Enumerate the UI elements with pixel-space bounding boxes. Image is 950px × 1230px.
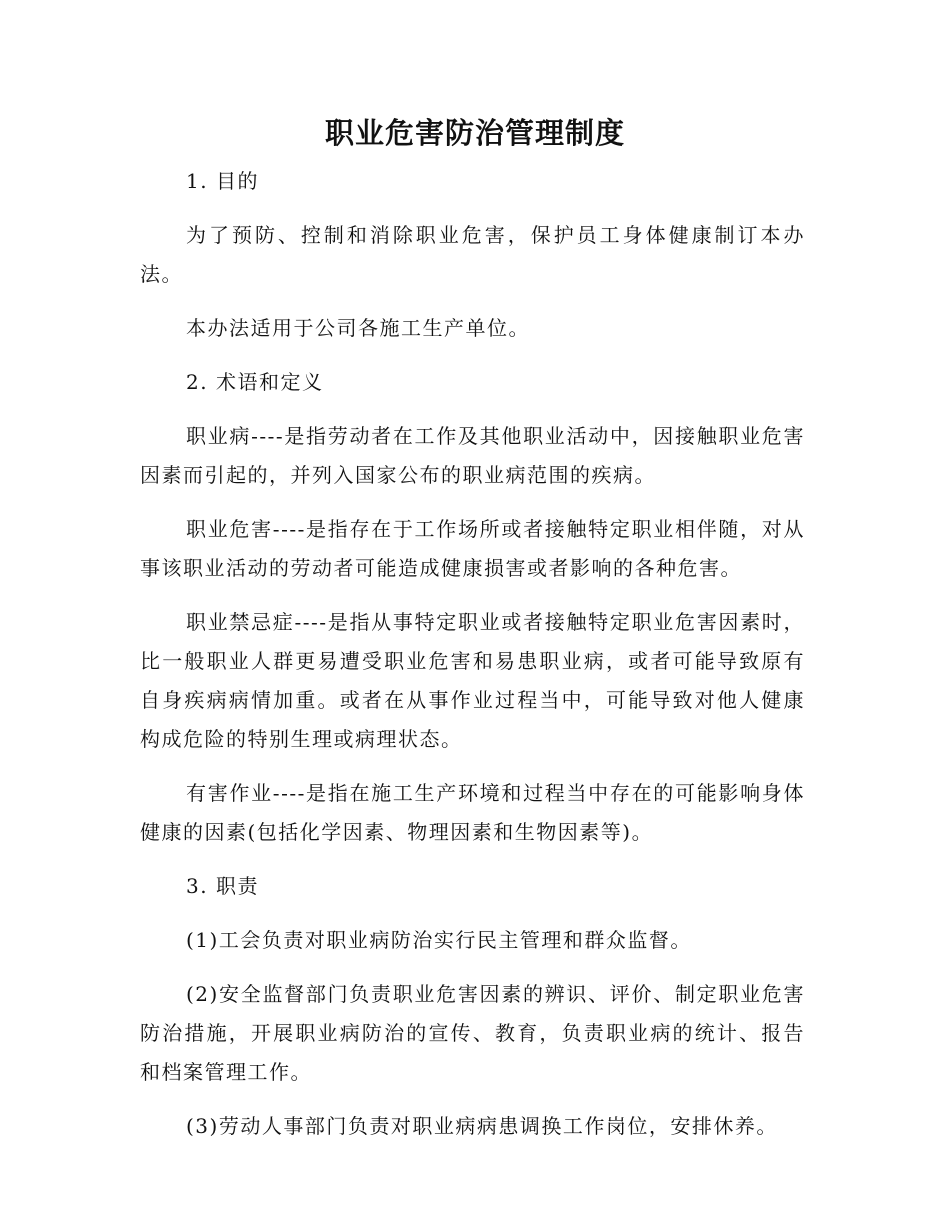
paragraph-purpose: 为了预防、控制和消除职业危害，保护员工身体健康制订本办法。 bbox=[140, 223, 805, 286]
paragraph-def-occupational-hazard: 职业危害----是指存在于工作场所或者接触特定职业相伴随，对从事该职业活动的劳动者可能造成健康损害或者影响的各种危害。 bbox=[140, 517, 805, 580]
section-heading-definitions: 2. 术语和定义 bbox=[186, 370, 324, 394]
paragraph-def-occupational-disease: 职业病----是指劳动者在工作及其他职业活动中，因接触职业危害因素而引起的，并列入国家公布的职业病范围的疾病。 bbox=[140, 424, 805, 487]
paragraph-scope: 本办法适用于公司各施工生产单位。 bbox=[186, 316, 530, 340]
paragraph-resp-union: (1)工会负责对职业病防治实行民主管理和群众监督。 bbox=[186, 928, 692, 952]
document-body bbox=[140, 162, 805, 1161]
paragraph-resp-safety-dept: (2)安全监督部门负责职业危害因素的辨识、评价、制定职业危害防治措施，开展职业病防治的宣传、教育，负责职业病的统计、报告和档案管理工作。 bbox=[140, 982, 805, 1084]
section-heading-responsibilities: 3. 职责 bbox=[186, 874, 259, 898]
document-title: 职业危害防治管理制度 bbox=[324, 116, 625, 150]
paragraph-def-contraindication: 职业禁忌症----是指从事特定职业或者接触特定职业危害因素时，比一般职业人群更易遭受职业危害和易患职业病，或者可能导致原有自身疾病病情加重。或者在从事作业过程当中，可能导致对他人健康构成危险的特别生理或病理状态。 bbox=[140, 610, 805, 751]
section-heading-purpose: 1. 目的 bbox=[186, 169, 259, 193]
paragraph-resp-hr-dept: (3)劳动人事部门负责对职业病病患调换工作岗位，安排休养。 bbox=[186, 1114, 778, 1138]
paragraph-def-hazardous-work: 有害作业----是指在施工生产环境和过程当中存在的可能影响身体健康的因素(包括化学因素、物理因素和生物因素等)。 bbox=[140, 781, 805, 844]
